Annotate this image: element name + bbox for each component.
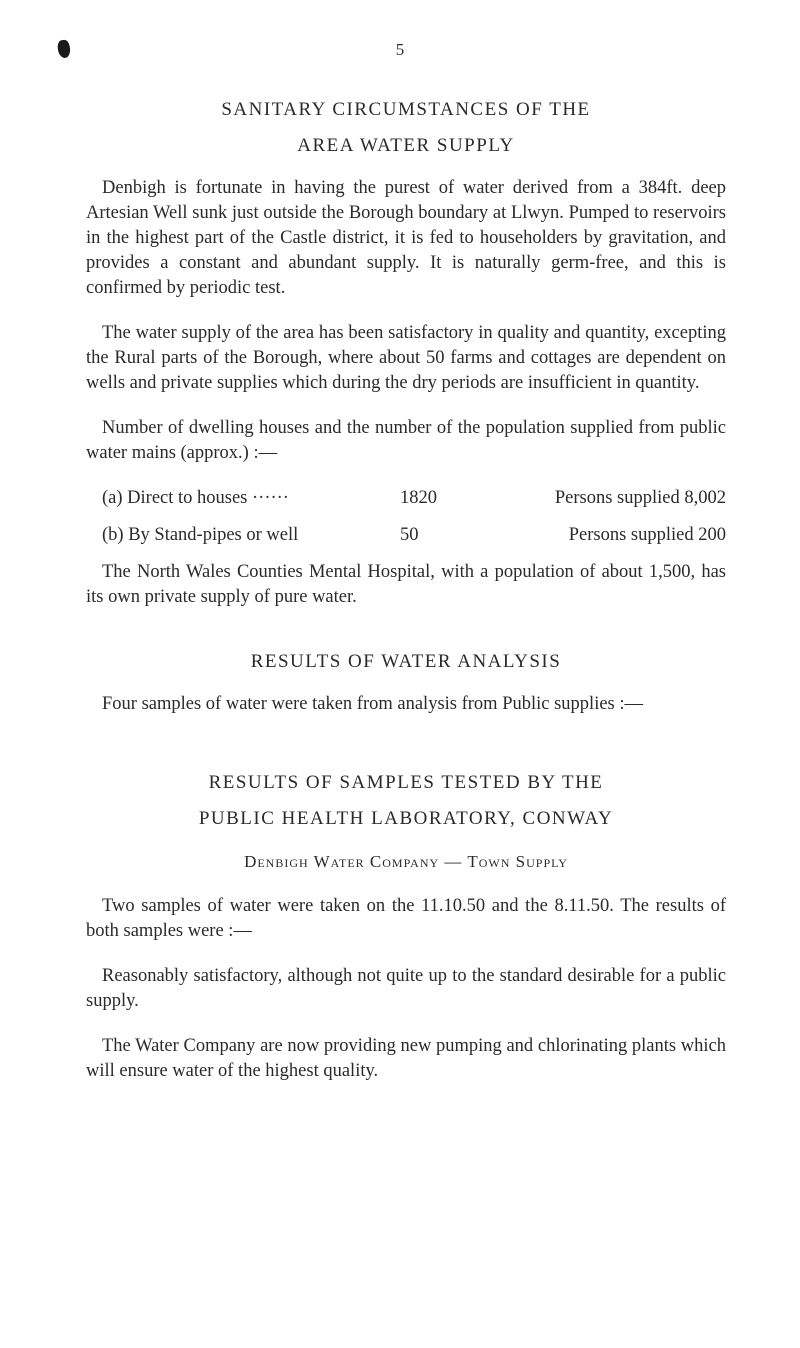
chlorination-paragraph: The Water Company are now providing new pumping and chlorinating plants which will ensure water of the highest quality. <box>86 1036 726 1081</box>
water-analysis-heading: RESULTS OF WATER ANALYSIS <box>250 651 562 672</box>
house-count: 1820 <box>400 488 437 508</box>
mental-hospital-paragraph: The North Wales Counties Mental Hospital, with a population of about 1,500, has its own private supply of pure water. <box>86 562 726 607</box>
dwelling-count-paragraph: Number of dwelling houses and the number of the population supplied from public water mains (approx.) :— <box>86 418 726 463</box>
results-paragraph: Reasonably satisfactory, although not quite up to the standard desirable for a public supply. <box>86 966 726 1011</box>
supply-list-item <box>86 523 726 548</box>
sample-dates-paragraph: Two samples of water were taken on the 11.10.50 and the 8.11.50. The results of both samples were :— <box>86 896 726 941</box>
laboratory-heading-line1: RESULTS OF SAMPLES TESTED BY THE <box>208 772 604 793</box>
water-source-paragraph: Denbigh is fortunate in having the purest of water derived from a 384ft. deep Artesian Well sunk just outside the Borough boundary at Llwyn. Pumped to reservoirs in the highest part of the Castle district, it is fed to householders by gravitation, and provides a constant and abundant supply. It is naturally germ-free, and this is confirmed by periodic test. <box>86 178 726 298</box>
samples-taken-paragraph: Four samples of water were taken from analysis from Public supplies :— <box>102 694 644 714</box>
laboratory-heading-line2: PUBLIC HEALTH LABORATORY, CONWAY <box>198 808 614 829</box>
document-body <box>86 92 726 1084</box>
page-number: 5 <box>395 40 405 59</box>
persons-supplied: Persons supplied 200 <box>568 525 726 545</box>
supply-quality-paragraph: The water supply of the area has been satisfactory in quality and quantity, excepting the Rural parts of the Borough, where about 50 farms and cottages are dependent on wells and private supplies which during the dry periods are insufficient in quantity. <box>86 323 726 393</box>
water-company-subheading: Denbigh Water Company — Town Supply <box>244 852 568 871</box>
supply-method-label: (a) Direct to houses ······ <box>102 488 289 508</box>
house-count: 50 <box>400 525 419 545</box>
persons-supplied: Persons supplied 8,002 <box>554 488 726 508</box>
supply-list-item <box>86 486 726 511</box>
water-supply-heading-line1: SANITARY CIRCUMSTANCES OF THE <box>221 99 591 120</box>
water-supply-heading-line2: AREA WATER SUPPLY <box>297 135 515 156</box>
supply-method-label: (b) By Stand-pipes or well <box>102 525 299 545</box>
